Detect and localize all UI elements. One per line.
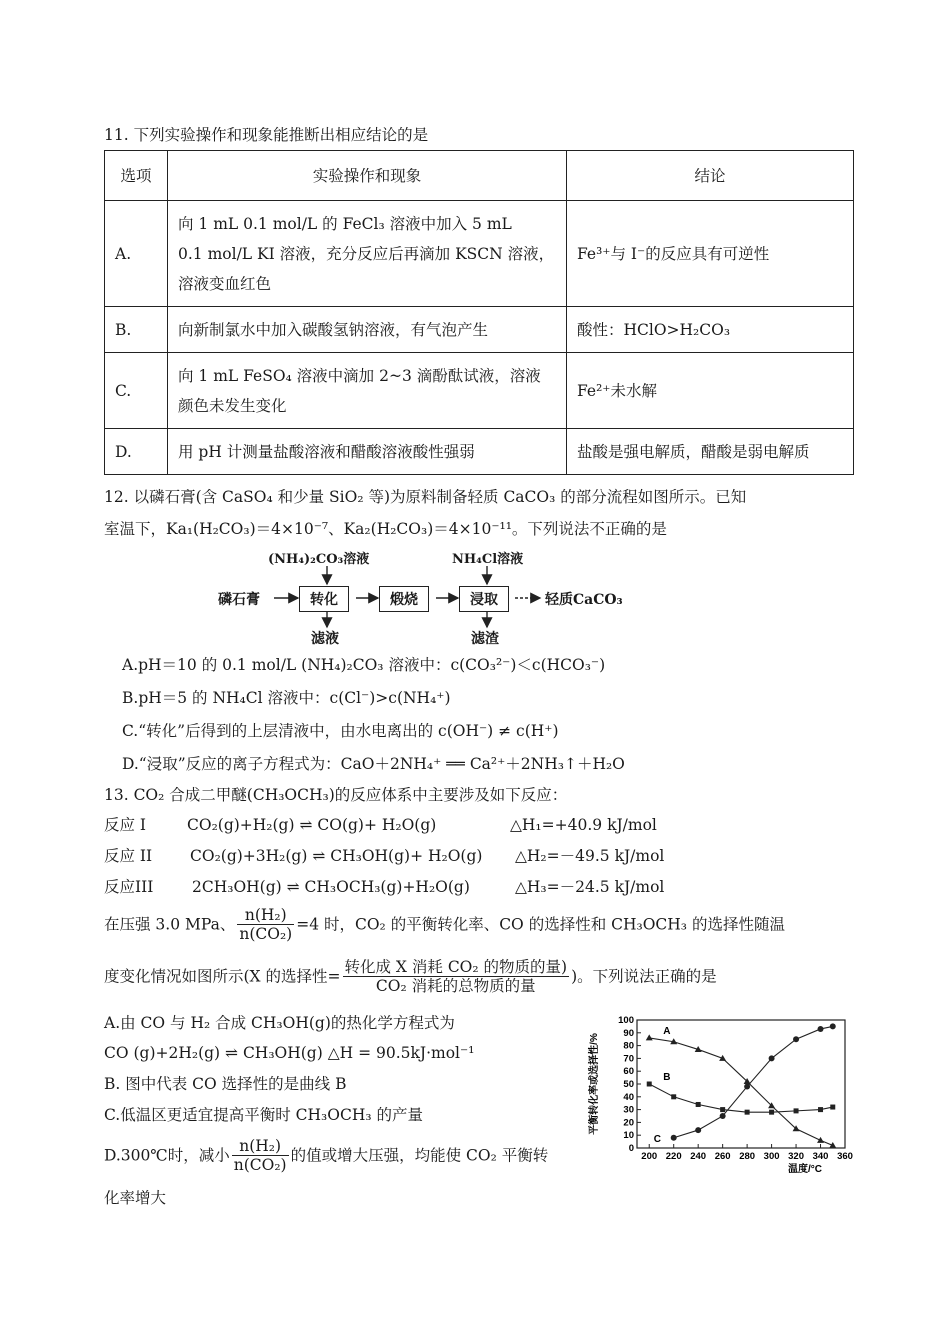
data-point [830, 1023, 836, 1029]
header-operation: 实验操作和现象 [168, 151, 567, 201]
x-tick-label: 360 [837, 1151, 853, 1162]
data-point [769, 1055, 775, 1061]
x-tick-label: 320 [788, 1151, 804, 1162]
q12-option-a: A.pH＝10 的 0.1 mol/L (NH₄)₂CO₃ 溶液中：c(CO₃²⁻)＜c(HCO₃⁻) [122, 656, 606, 674]
plot-frame [637, 1020, 845, 1148]
reagent-ammonium-carbonate: (NH₄)₂CO₃溶液 [268, 552, 370, 567]
header-option: 选项 [105, 151, 168, 201]
data-point [769, 1110, 774, 1115]
y-tick-label: 100 [618, 1015, 634, 1026]
row-label: B. [105, 307, 168, 353]
data-point [818, 1026, 824, 1032]
selectivity-numerator: 转化成 X 消耗 CO₂ 的物质的量) [344, 958, 568, 976]
data-point [744, 1084, 750, 1090]
y-tick-label: 80 [623, 1040, 634, 1052]
data-point [695, 1127, 701, 1133]
row-operation: 用 pH 计测量盐酸溶液和醋酸溶液酸性强弱 [168, 429, 567, 475]
row-label: C. [105, 353, 168, 429]
series-label-b: B [663, 1072, 671, 1083]
y-tick-label: 40 [623, 1091, 634, 1103]
data-point [696, 1102, 701, 1107]
q13-option-d: D.300℃时，减小 $\frac{\text{n(H₂)}}{\text{n(CO₂)}}$ 的值或增大压强，均能使 CO₂ 平衡转 [104, 1137, 549, 1174]
row-conclusion: 盐酸是强电解质，醋酸是弱电解质 [567, 429, 854, 475]
series-line-c [674, 1026, 833, 1137]
q12-option-b: B.pH＝5 的 NH₄Cl 溶液中：c(Cl⁻)>c(NH₄⁺) [122, 689, 451, 707]
q12-stem-line1: 12. 以磷石膏(含 CaSO₄ 和少量 SiO₂ 等)为原料制备轻质 CaCO₃ 的部分流程如图所示。已知 [104, 488, 747, 506]
data-point [646, 1034, 653, 1040]
row-conclusion: Fe³⁺与 I⁻的反应具有可逆性 [567, 201, 854, 307]
y-tick-label: 60 [623, 1066, 634, 1078]
x-axis-label: 温度/°C [788, 1164, 822, 1175]
x-tick-label: 340 [812, 1151, 829, 1162]
q13-option-a-line1: A.由 CO 与 H₂ 合成 CH₃OH(g)的热化学方程式为 [104, 1014, 455, 1032]
flow-input: 磷石膏 [218, 592, 260, 608]
reaction-2-name: 反应 II [104, 847, 153, 865]
q13-option-c: C.低温区更适宜提高平衡时 CH₃OCH₃ 的产量 [104, 1106, 423, 1124]
data-point [745, 1110, 750, 1115]
row-label: A. [105, 201, 168, 307]
reaction-2-equation: CO₂(g)+3H₂(g) ⇌ CH₃OH(g)+ H₂O(g) [190, 847, 483, 865]
data-point [793, 1036, 799, 1042]
q12-option-c: C.“转化”后得到的上层清液中，由水电离出的 c(OH⁻) ≠ c(H⁺) [122, 722, 559, 740]
reaction-1-enthalpy: △H₁=+40.9 kJ/mol [510, 816, 657, 834]
series-label-a: A [663, 1025, 671, 1037]
q13-selectivity-definition: 度变化情况如图所示(X 的选择性= $\frac{\text{转化成 X 消耗 CO₂ 的物质的量)}}{\text{CO₂ 消耗的总物质的量}}$ )。下列说法正确的是 [104, 958, 717, 995]
data-point [671, 1094, 676, 1099]
reaction-3-equation: 2CH₃OH(g) ⇌ CH₃OCH₃(g)+H₂O(g) [192, 878, 470, 896]
q13-option-a-line2: CO (g)+2H₂(g) ⇌ CH₃OH(g) △H = 90.5kJ·mol⁻¹ [104, 1044, 475, 1062]
q13-condition: 在压强 3.0 MPa、 $\frac{\text{n(H₂)}}{\text{n(CO₂)}}$ =4 时，CO₂ 的平衡转化率、CO 的选择性和 CH₃OCH₃ 的选择性随温 [104, 906, 785, 943]
data-point [647, 1082, 652, 1087]
row-operation: 向 1 mL FeSO₄ 溶液中滴加 2~3 滴酚酞试液，溶液 颜色未发生变化 [168, 353, 567, 429]
y-tick-label: 10 [623, 1130, 634, 1142]
q12-stem-line2: 室温下，Ka₁(H₂CO₃)＝4×10⁻⁷、Ka₂(H₂CO₃)＝4×10⁻¹¹。下列说法不正确的是 [104, 520, 667, 538]
y-tick-label: 90 [623, 1027, 634, 1039]
reaction-1-equation: CO₂(g)+H₂(g) ⇌ CO(g)+ H₂O(g) [187, 816, 437, 834]
selectivity-chart [585, 1012, 865, 1182]
x-tick-label: 280 [739, 1151, 756, 1162]
x-tick-label: 260 [714, 1151, 731, 1162]
row-conclusion: 酸性：HClO>H₂CO₃ [567, 307, 854, 353]
x-tick-label: 200 [641, 1151, 658, 1162]
y-tick-label: 70 [623, 1053, 634, 1065]
reagent-ammonium-chloride: NH₄Cl溶液 [452, 552, 524, 567]
data-point [671, 1135, 677, 1141]
data-point [830, 1105, 835, 1110]
ratio-denominator: n(CO₂) [239, 925, 293, 943]
flow-waste-filtrate: 滤液 [311, 631, 339, 647]
data-point [818, 1107, 823, 1112]
y-tick-label: 20 [623, 1117, 634, 1129]
series-label-c: C [653, 1133, 661, 1145]
series-line-b [649, 1084, 833, 1112]
header-conclusion: 结论 [567, 151, 854, 201]
q13-stem: 13. CO₂ 合成二甲醚(CH₃OCH₃)的反应体系中主要涉及如下反应： [104, 786, 568, 804]
data-point [720, 1113, 726, 1119]
reaction-3-name: 反应III [104, 878, 154, 896]
row-label: D. [105, 429, 168, 475]
row-operation: 向新制氯水中加入碳酸氢钠溶液，有气泡产生 [168, 307, 567, 353]
data-point [720, 1107, 725, 1112]
reaction-3-enthalpy: △H₃=－24.5 kJ/mol [515, 878, 665, 896]
y-tick-label: 50 [623, 1079, 634, 1090]
flow-step-calcine: 煅烧 [379, 586, 429, 612]
flow-step-transform: 转化 [299, 586, 349, 612]
q12-option-d: D.“浸取”反应的离子方程式为：CaO＋2NH₄⁺ ══ Ca²⁺＋2NH₃↑＋H₂O [122, 755, 625, 773]
y-tick-label: 0 [628, 1143, 634, 1154]
flow-waste-residue: 滤渣 [471, 631, 499, 647]
x-tick-label: 220 [665, 1151, 682, 1162]
flow-step-leach: 浸取 [459, 586, 509, 612]
x-tick-label: 300 [763, 1151, 780, 1162]
row-operation: 向 1 mL 0.1 mol/L 的 FeCl₃ 溶液中加入 5 mL 0.1 mol/L KI 溶液，充分反应后再滴加 KSCN 溶液， 溶液变血红色 [168, 201, 567, 307]
series-line-a [649, 1038, 833, 1146]
flow-output: 轻质CaCO₃ [545, 592, 623, 608]
y-axis-label: 平衡转化率或选择性/% [589, 1033, 600, 1135]
data-point [794, 1108, 799, 1113]
reaction-2-enthalpy: △H₂=－49.5 kJ/mol [515, 847, 665, 865]
q13-option-d-line2: 化率增大 [104, 1189, 167, 1207]
x-tick-label: 240 [690, 1151, 707, 1162]
q11-stem: 11. 下列实验操作和现象能推断出相应结论的是 [104, 126, 429, 144]
reaction-1-name: 反应 I [104, 816, 147, 834]
row-conclusion: Fe²⁺未水解 [567, 353, 854, 429]
y-tick-label: 30 [623, 1104, 634, 1116]
q13-option-b: B. 图中代表 CO 选择性的是曲线 B [104, 1075, 347, 1093]
selectivity-denominator: CO₂ 消耗的总物质的量 [375, 977, 536, 995]
ratio-numerator: n(H₂) [237, 906, 294, 925]
data-point [817, 1137, 824, 1143]
